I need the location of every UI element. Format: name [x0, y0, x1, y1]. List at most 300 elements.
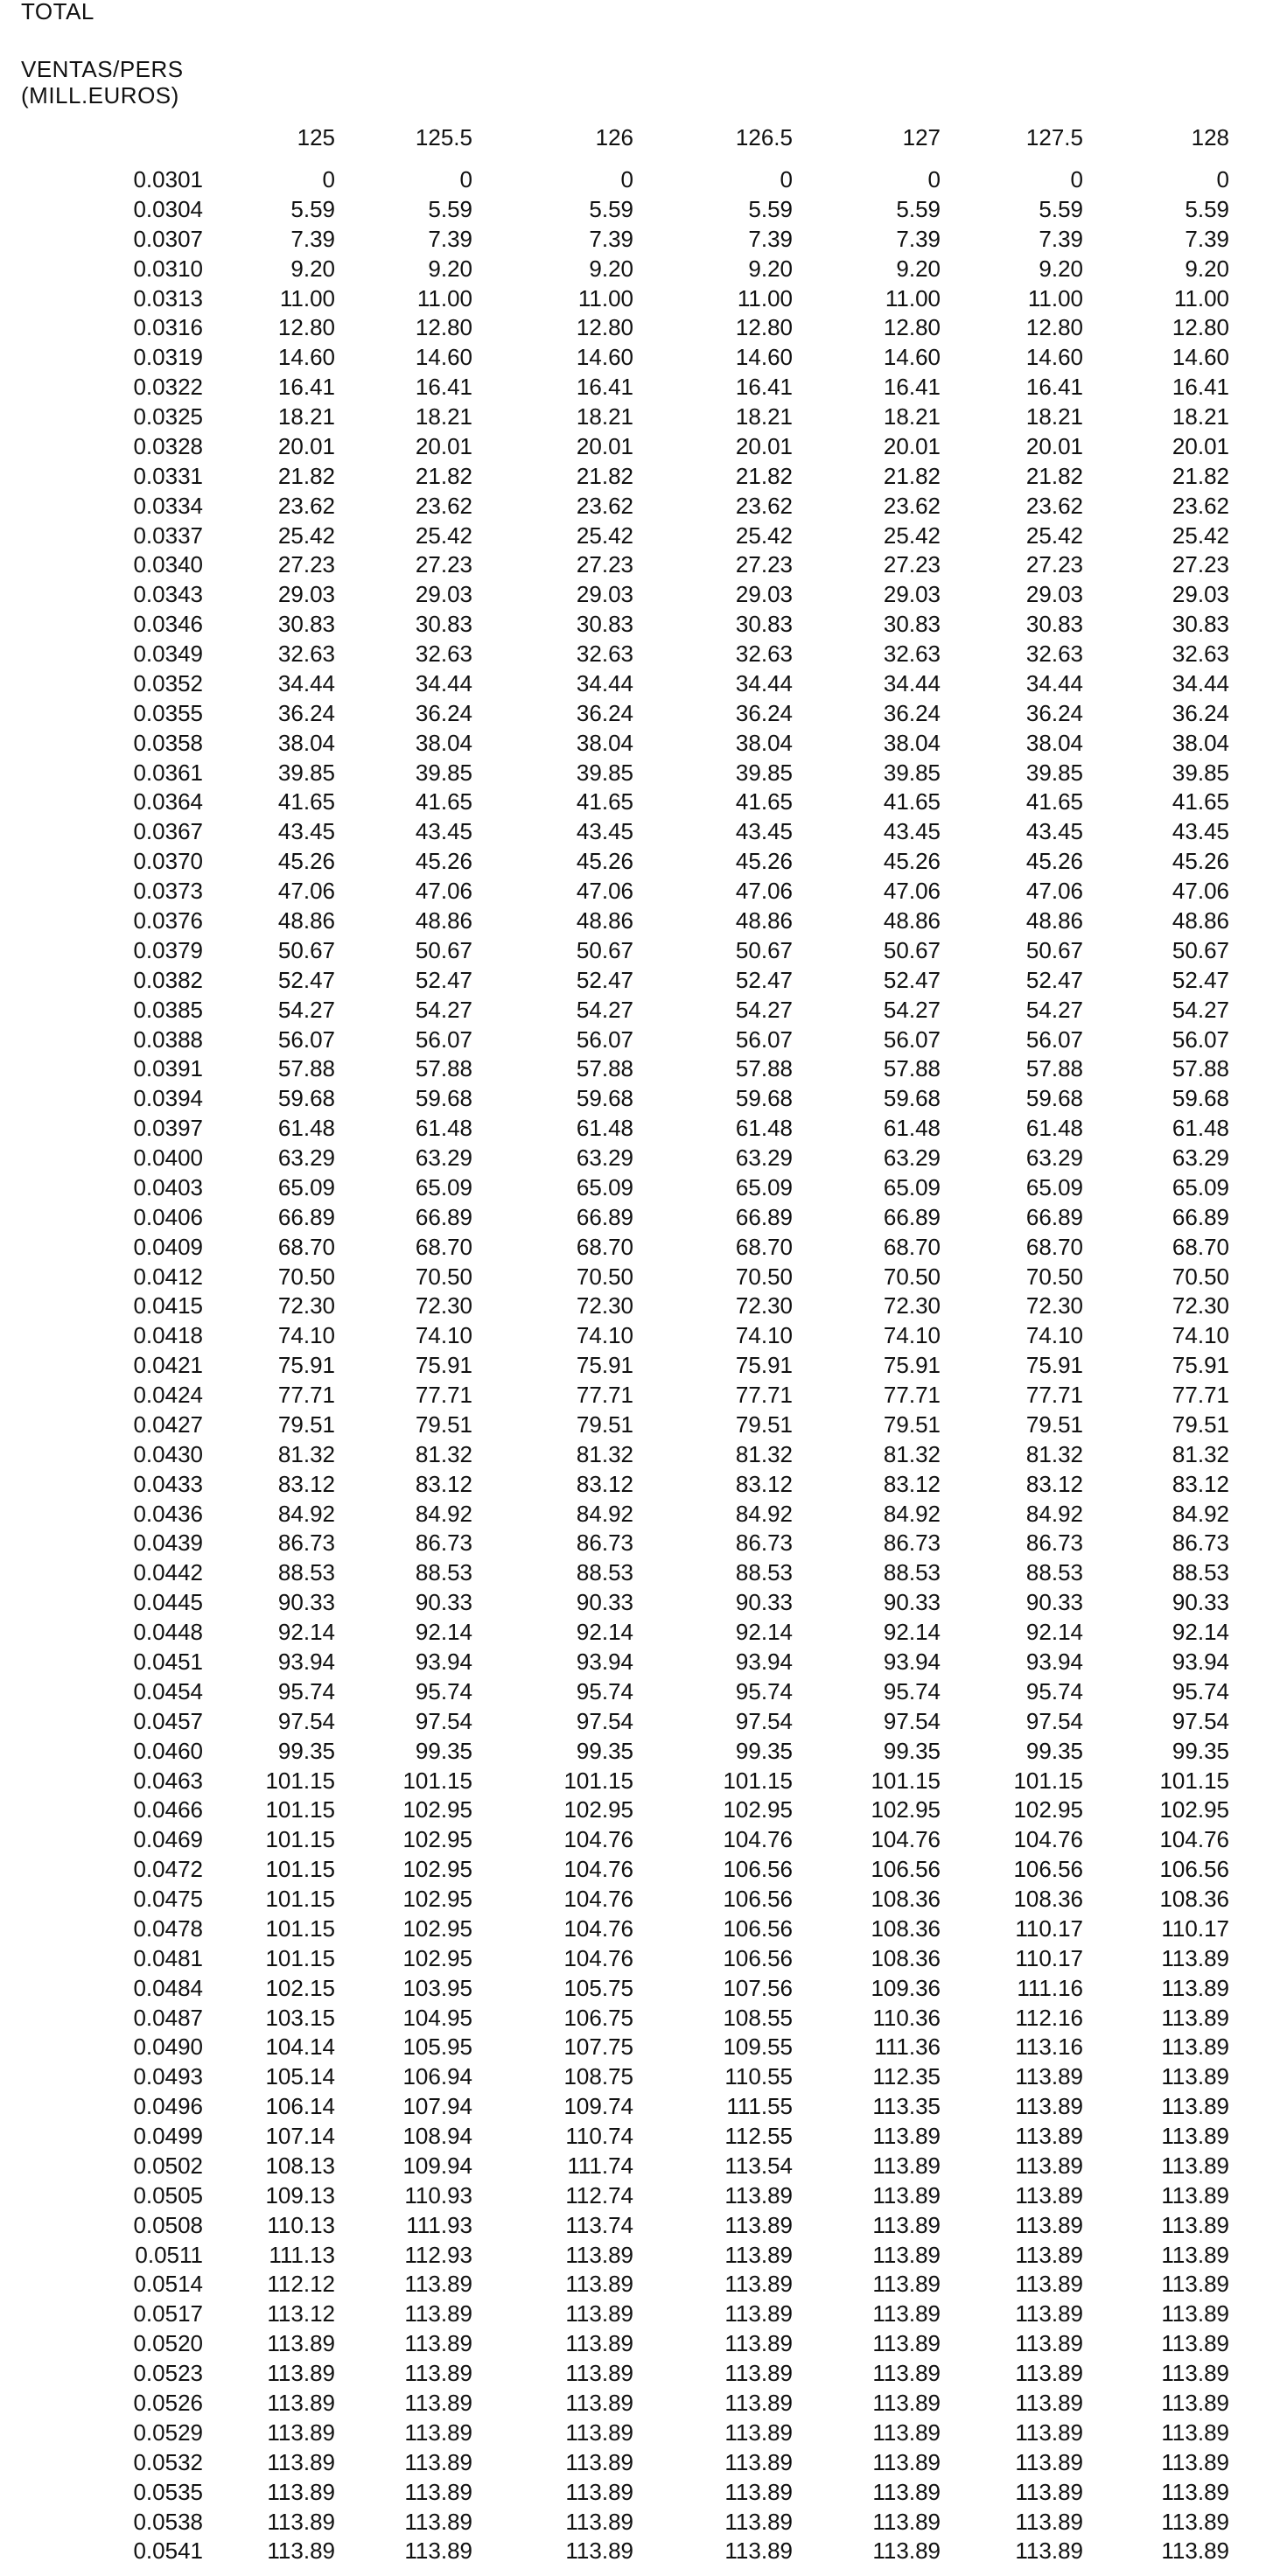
- value-cell: 18.21: [576, 403, 633, 430]
- value-cell: 77.71: [1172, 1382, 1229, 1409]
- value-cell: 57.88: [883, 1055, 941, 1082]
- value-cell: 70.50: [576, 1263, 633, 1290]
- value-cell: 39.85: [883, 759, 941, 786]
- value-cell: 113.89: [565, 2241, 633, 2268]
- value-cell: 39.85: [1172, 759, 1229, 786]
- value-cell: 107.56: [723, 1974, 793, 2001]
- row-key-cell: 0.0325: [133, 403, 203, 430]
- value-cell: 113.89: [872, 2271, 941, 2298]
- value-cell: 101.15: [265, 1944, 335, 1971]
- table-row: [0, 2062, 1273, 2092]
- value-cell: 7.39: [290, 225, 335, 252]
- row-key-cell: 0.0379: [133, 936, 203, 963]
- value-cell: 107.94: [402, 2093, 472, 2120]
- row-key-cell: 0.0433: [133, 1470, 203, 1497]
- value-cell: 113.89: [1015, 2390, 1083, 2416]
- value-cell: 68.70: [415, 1233, 472, 1260]
- value-cell: 65.09: [883, 1173, 941, 1200]
- row-key-cell: 0.0532: [133, 2448, 203, 2475]
- value-cell: 5.59: [290, 195, 335, 222]
- table-row: [0, 1529, 1273, 1558]
- value-cell: 113.89: [565, 2360, 633, 2387]
- table-row: [0, 2329, 1273, 2359]
- table-row: [0, 1648, 1273, 1677]
- table-row: [0, 2122, 1273, 2152]
- table-row: [0, 1796, 1273, 1825]
- value-cell: 102.95: [1013, 1796, 1083, 1824]
- value-cell: 63.29: [1172, 1144, 1229, 1172]
- row-key-cell: 0.0361: [133, 759, 203, 786]
- value-cell: 95.74: [277, 1677, 335, 1704]
- value-cell: 11.00: [577, 284, 633, 312]
- value-cell: 113.89: [1015, 2123, 1083, 2150]
- value-cell: 79.51: [277, 1410, 335, 1438]
- value-cell: 113.89: [404, 2508, 472, 2535]
- value-cell: 50.67: [883, 936, 941, 963]
- value-cell: 41.65: [1025, 788, 1083, 816]
- value-cell: 113.89: [1161, 2508, 1229, 2535]
- value-cell: 113.89: [1161, 2063, 1229, 2090]
- value-cell: 75.91: [735, 1352, 793, 1379]
- value-cell: 113.89: [1015, 2241, 1083, 2268]
- value-cell: 106.94: [402, 2063, 472, 2090]
- value-cell: 68.70: [1172, 1233, 1229, 1260]
- value-cell: 92.14: [576, 1619, 633, 1646]
- value-cell: 66.89: [883, 1203, 941, 1230]
- value-cell: 113.89: [1015, 2538, 1083, 2565]
- value-cell: 104.76: [563, 1914, 633, 1942]
- value-cell: 113.89: [1161, 2300, 1229, 2328]
- table-row: [0, 1144, 1273, 1173]
- value-cell: 113.89: [1015, 2271, 1083, 2298]
- value-cell: 113.89: [1015, 2330, 1083, 2357]
- value-cell: 93.94: [735, 1648, 793, 1675]
- value-cell: 101.15: [563, 1767, 633, 1794]
- value-cell: 112.55: [724, 2123, 793, 2150]
- value-cell: 113.89: [1161, 2418, 1229, 2446]
- value-cell: 47.06: [1025, 878, 1083, 905]
- value-cell: 43.45: [735, 818, 793, 845]
- table-row: [0, 1707, 1273, 1737]
- value-cell: 113.89: [1015, 2093, 1083, 2120]
- value-cell: 113.89: [872, 2390, 941, 2416]
- value-cell: 54.27: [735, 996, 793, 1023]
- value-cell: 84.92: [883, 1500, 941, 1527]
- value-cell: 12.80: [735, 314, 793, 341]
- row-key-cell: 0.0523: [133, 2360, 203, 2387]
- value-cell: 65.09: [277, 1173, 335, 1200]
- value-cell: 25.42: [1172, 522, 1229, 549]
- table-row: [0, 1618, 1273, 1648]
- value-cell: 113.89: [1015, 2152, 1083, 2179]
- value-cell: 20.01: [415, 432, 472, 459]
- column-header: 125: [297, 124, 335, 150]
- row-key-cell: 0.0367: [133, 818, 203, 845]
- value-cell: 20.01: [1172, 432, 1229, 459]
- value-cell: 70.50: [883, 1263, 941, 1290]
- value-cell: 99.35: [735, 1737, 793, 1764]
- table-row: [0, 1737, 1273, 1767]
- value-cell: 106.56: [871, 1856, 941, 1883]
- value-cell: 97.54: [415, 1707, 472, 1734]
- value-cell: 84.92: [415, 1500, 472, 1527]
- row-key-cell: 0.0430: [133, 1440, 203, 1467]
- value-cell: 113.89: [1161, 2152, 1229, 2179]
- value-cell: 77.71: [415, 1382, 472, 1409]
- value-cell: 84.92: [1172, 1500, 1229, 1527]
- row-key-cell: 0.0493: [133, 2063, 203, 2090]
- value-cell: 52.47: [1025, 966, 1083, 993]
- row-key-cell: 0.0382: [133, 966, 203, 993]
- value-cell: 113.89: [724, 2271, 793, 2298]
- value-cell: 47.06: [1172, 878, 1229, 905]
- value-cell: 113.89: [404, 2390, 472, 2416]
- value-cell: 113.89: [1015, 2508, 1083, 2535]
- value-cell: 101.15: [1013, 1767, 1083, 1794]
- value-cell: 95.74: [415, 1677, 472, 1704]
- row-key-cell: 0.0487: [133, 2004, 203, 2031]
- value-cell: 59.68: [735, 1085, 793, 1112]
- value-cell: 113.89: [872, 2241, 941, 2268]
- value-cell: 29.03: [277, 581, 335, 608]
- value-cell: 109.36: [871, 1974, 941, 2001]
- value-cell: 86.73: [1172, 1530, 1229, 1557]
- value-cell: 83.12: [883, 1470, 941, 1497]
- value-cell: 59.68: [1025, 1085, 1083, 1112]
- value-cell: 101.15: [723, 1767, 793, 1794]
- value-cell: 101.15: [402, 1767, 472, 1794]
- value-cell: 105.14: [265, 2063, 335, 2090]
- value-cell: 104.76: [871, 1826, 941, 1853]
- row-key-cell: 0.0346: [133, 611, 203, 638]
- value-cell: 41.65: [883, 788, 941, 816]
- table-row: [0, 2418, 1273, 2448]
- row-key-cell: 0.0307: [133, 225, 203, 252]
- table-row: [0, 195, 1273, 225]
- value-cell: 72.30: [1172, 1292, 1229, 1320]
- value-cell: 95.74: [576, 1677, 633, 1704]
- table-row: [0, 343, 1273, 373]
- table-row: [0, 373, 1273, 402]
- value-cell: 113.89: [565, 2448, 633, 2475]
- value-cell: 99.35: [883, 1737, 941, 1764]
- value-cell: 27.23: [883, 551, 941, 578]
- value-cell: 88.53: [883, 1559, 941, 1586]
- value-cell: 11.00: [885, 284, 941, 312]
- value-cell: 113.89: [724, 2330, 793, 2357]
- value-cell: 106.56: [723, 1914, 793, 1942]
- value-cell: 45.26: [415, 848, 472, 875]
- value-cell: 108.75: [563, 2063, 633, 2090]
- value-cell: 92.14: [277, 1619, 335, 1646]
- table-row: [0, 966, 1273, 996]
- value-cell: 106.14: [265, 2093, 335, 2120]
- value-cell: 113.89: [724, 2478, 793, 2505]
- value-cell: 29.03: [735, 581, 793, 608]
- table-row: [0, 165, 1273, 195]
- value-cell: 113.89: [565, 2330, 633, 2357]
- value-cell: 88.53: [1172, 1559, 1229, 1586]
- value-cell: 38.04: [1025, 729, 1083, 756]
- value-cell: 39.85: [415, 759, 472, 786]
- value-cell: 65.09: [415, 1173, 472, 1200]
- value-cell: 47.06: [883, 878, 941, 905]
- value-cell: 92.14: [1172, 1619, 1229, 1646]
- value-cell: 113.89: [565, 2478, 633, 2505]
- value-cell: 16.41: [1172, 374, 1229, 401]
- table-row: [0, 2211, 1273, 2241]
- value-cell: 110.55: [724, 2063, 793, 2090]
- value-cell: 61.48: [576, 1115, 633, 1142]
- value-cell: 88.53: [1025, 1559, 1083, 1586]
- row-key-cell: 0.0541: [133, 2538, 203, 2565]
- value-cell: 25.42: [735, 522, 793, 549]
- value-cell: 111.74: [567, 2152, 633, 2179]
- value-cell: 48.86: [415, 907, 472, 934]
- row-key-cell: 0.0364: [133, 788, 203, 816]
- value-cell: 77.71: [883, 1382, 941, 1409]
- table-row: [0, 1767, 1273, 1796]
- value-cell: 95.74: [1172, 1677, 1229, 1704]
- value-cell: 113.89: [1161, 1944, 1229, 1971]
- value-cell: 59.68: [1172, 1085, 1229, 1112]
- row-key-cell: 0.0358: [133, 729, 203, 756]
- value-cell: 52.47: [277, 966, 335, 993]
- value-cell: 36.24: [576, 699, 633, 726]
- value-cell: 113.89: [267, 2448, 335, 2475]
- value-cell: 113.89: [724, 2538, 793, 2565]
- value-cell: 39.85: [277, 759, 335, 786]
- value-cell: 25.42: [415, 522, 472, 549]
- value-cell: 54.27: [883, 996, 941, 1023]
- value-cell: 27.23: [735, 551, 793, 578]
- value-cell: 113.89: [872, 2123, 941, 2150]
- value-cell: 21.82: [576, 462, 633, 489]
- value-cell: 109.13: [265, 2181, 335, 2208]
- row-key-cell: 0.0508: [133, 2211, 203, 2238]
- table-row: [0, 2092, 1273, 2122]
- value-cell: 113.89: [872, 2211, 941, 2238]
- row-key-cell: 0.0328: [133, 432, 203, 459]
- value-cell: 25.42: [883, 522, 941, 549]
- value-cell: 113.89: [267, 2390, 335, 2416]
- value-cell: 113.89: [724, 2418, 793, 2446]
- value-cell: 112.12: [267, 2271, 335, 2298]
- value-cell: 106.56: [1013, 1856, 1083, 1883]
- value-cell: 0: [1070, 166, 1083, 192]
- value-cell: 16.41: [735, 374, 793, 401]
- value-cell: 56.07: [1025, 1026, 1083, 1053]
- table-row: [0, 2181, 1273, 2211]
- value-cell: 88.53: [735, 1559, 793, 1586]
- value-cell: 30.83: [1025, 611, 1083, 638]
- value-cell: 113.35: [872, 2093, 941, 2120]
- table-row: [0, 877, 1273, 906]
- value-cell: 0: [459, 166, 472, 192]
- table-row: [0, 1321, 1273, 1351]
- row-key-cell: 0.0472: [133, 1856, 203, 1883]
- value-cell: 74.10: [576, 1322, 633, 1349]
- value-cell: 88.53: [576, 1559, 633, 1586]
- value-cell: 101.15: [265, 1914, 335, 1942]
- row-key-cell: 0.0436: [133, 1500, 203, 1527]
- value-cell: 101.15: [1159, 1767, 1229, 1794]
- table-row: [0, 2152, 1273, 2181]
- row-key-cell: 0.0337: [133, 522, 203, 549]
- value-cell: 113.89: [404, 2330, 472, 2357]
- value-cell: 112.74: [565, 2181, 633, 2208]
- value-cell: 52.47: [883, 966, 941, 993]
- value-cell: 21.82: [883, 462, 941, 489]
- value-cell: 97.54: [277, 1707, 335, 1734]
- value-cell: 34.44: [883, 669, 941, 696]
- value-cell: 52.47: [735, 966, 793, 993]
- row-key-cell: 0.0466: [133, 1796, 203, 1824]
- value-cell: 113.16: [1015, 2034, 1083, 2061]
- value-cell: 93.94: [1025, 1648, 1083, 1675]
- value-cell: 70.50: [1025, 1263, 1083, 1290]
- row-key-cell: 0.0490: [133, 2034, 203, 2061]
- value-cell: 113.89: [1015, 2360, 1083, 2387]
- value-cell: 93.94: [1172, 1648, 1229, 1675]
- table-row: [0, 313, 1273, 343]
- value-cell: 81.32: [576, 1440, 633, 1467]
- row-key-cell: 0.0313: [133, 284, 203, 312]
- value-cell: 12.80: [883, 314, 941, 341]
- value-cell: 11.00: [416, 284, 472, 312]
- table-row: [0, 788, 1273, 817]
- value-cell: 63.29: [277, 1144, 335, 1172]
- value-cell: 104.76: [563, 1944, 633, 1971]
- value-cell: 113.89: [267, 2508, 335, 2535]
- value-cell: 25.42: [277, 522, 335, 549]
- value-cell: 97.54: [883, 1707, 941, 1734]
- value-cell: 102.95: [402, 1914, 472, 1942]
- value-cell: 23.62: [415, 492, 472, 519]
- value-cell: 113.12: [267, 2300, 335, 2328]
- column-header: 126: [595, 124, 633, 150]
- value-cell: 0: [1216, 166, 1229, 192]
- value-cell: 54.27: [415, 996, 472, 1023]
- value-cell: 113.89: [1161, 2360, 1229, 2387]
- value-cell: 95.74: [883, 1677, 941, 1704]
- value-cell: 111.16: [1017, 1974, 1083, 2001]
- row-key-cell: 0.0502: [133, 2152, 203, 2179]
- value-cell: 93.94: [576, 1648, 633, 1675]
- value-cell: 97.54: [735, 1707, 793, 1734]
- value-cell: 102.95: [871, 1796, 941, 1824]
- value-cell: 110.36: [872, 2004, 941, 2031]
- row-key-cell: 0.0448: [133, 1619, 203, 1646]
- value-cell: 57.88: [415, 1055, 472, 1082]
- value-cell: 113.89: [267, 2330, 335, 2357]
- value-cell: 57.88: [576, 1055, 633, 1082]
- value-cell: 14.60: [1025, 344, 1083, 371]
- value-cell: 95.74: [735, 1677, 793, 1704]
- table-row: [0, 1914, 1273, 1944]
- value-cell: 113.89: [1015, 2211, 1083, 2238]
- value-cell: 113.89: [1015, 2478, 1083, 2505]
- value-cell: 20.01: [277, 432, 335, 459]
- table-row: [0, 1233, 1273, 1263]
- value-cell: 113.89: [724, 2181, 793, 2208]
- value-cell: 106.56: [723, 1886, 793, 1913]
- table-row: [0, 1203, 1273, 1233]
- value-cell: 113.89: [404, 2448, 472, 2475]
- value-cell: 32.63: [735, 640, 793, 668]
- table-row: [0, 2359, 1273, 2389]
- value-cell: 113.89: [872, 2508, 941, 2535]
- value-cell: 113.89: [724, 2390, 793, 2416]
- value-cell: 83.12: [576, 1470, 633, 1497]
- value-cell: 90.33: [576, 1589, 633, 1616]
- value-cell: 107.14: [265, 2123, 335, 2150]
- value-cell: 34.44: [1172, 669, 1229, 696]
- value-cell: 52.47: [415, 966, 472, 993]
- value-cell: 83.12: [1172, 1470, 1229, 1497]
- table-row: [0, 699, 1273, 729]
- value-cell: 113.89: [1015, 2448, 1083, 2475]
- value-cell: 57.88: [735, 1055, 793, 1082]
- value-cell: 59.68: [277, 1085, 335, 1112]
- value-cell: 102.95: [402, 1796, 472, 1824]
- value-cell: 36.24: [1025, 699, 1083, 726]
- value-cell: 74.10: [1172, 1322, 1229, 1349]
- value-cell: 56.07: [883, 1026, 941, 1053]
- value-cell: 36.24: [415, 699, 472, 726]
- value-cell: 101.15: [265, 1826, 335, 1853]
- row-key-cell: 0.0481: [133, 1944, 203, 1971]
- row-key-cell: 0.0403: [133, 1173, 203, 1200]
- value-cell: 113.89: [404, 2300, 472, 2328]
- value-cell: 39.85: [576, 759, 633, 786]
- value-cell: 38.04: [1172, 729, 1229, 756]
- value-cell: 113.89: [1161, 2538, 1229, 2565]
- column-header: 127: [902, 124, 941, 150]
- value-cell: 36.24: [883, 699, 941, 726]
- table-row: [0, 1292, 1273, 1321]
- value-cell: 113.89: [404, 2418, 472, 2446]
- value-cell: 113.89: [565, 2508, 633, 2535]
- value-cell: 43.45: [883, 818, 941, 845]
- value-cell: 93.94: [415, 1648, 472, 1675]
- value-cell: 34.44: [277, 669, 335, 696]
- value-cell: 106.56: [723, 1856, 793, 1883]
- value-cell: 108.36: [871, 1886, 941, 1913]
- value-cell: 72.30: [883, 1292, 941, 1320]
- value-cell: 29.03: [1172, 581, 1229, 608]
- value-cell: 27.23: [1025, 551, 1083, 578]
- value-cell: 84.92: [1025, 1500, 1083, 1527]
- value-cell: 41.65: [277, 788, 335, 816]
- value-cell: 54.27: [1172, 996, 1229, 1023]
- value-cell: 45.26: [576, 848, 633, 875]
- value-cell: 20.01: [1025, 432, 1083, 459]
- value-cell: 30.83: [576, 611, 633, 638]
- value-cell: 113.89: [1161, 2271, 1229, 2298]
- value-cell: 45.26: [277, 848, 335, 875]
- value-cell: 20.01: [883, 432, 941, 459]
- row-key-cell: 0.0421: [133, 1352, 203, 1379]
- value-cell: 21.82: [735, 462, 793, 489]
- value-cell: 113.89: [1161, 2093, 1229, 2120]
- value-cell: 47.06: [735, 878, 793, 905]
- value-cell: 66.89: [415, 1203, 472, 1230]
- value-cell: 63.29: [1025, 1144, 1083, 1172]
- value-cell: 113.89: [1161, 2478, 1229, 2505]
- value-cell: 65.09: [576, 1173, 633, 1200]
- value-cell: 101.15: [265, 1796, 335, 1824]
